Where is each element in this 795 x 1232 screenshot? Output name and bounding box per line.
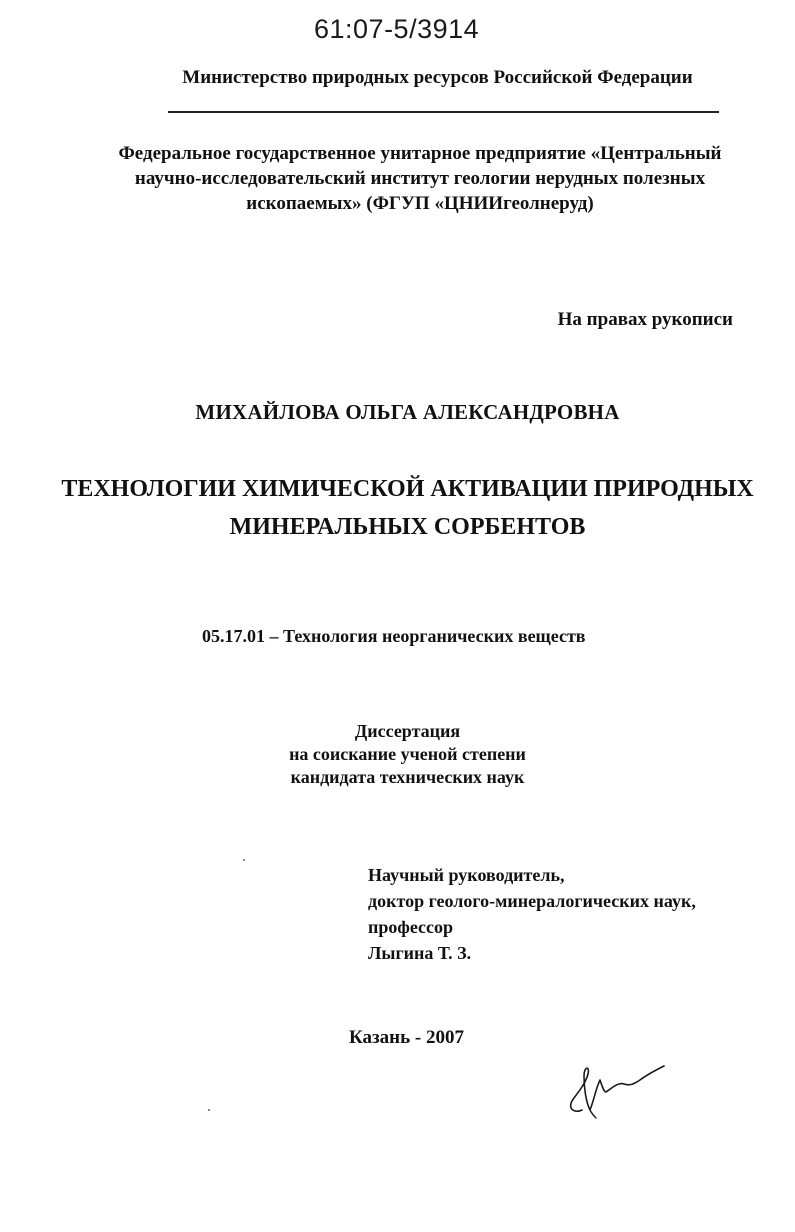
advisor-line-1: Научный руководитель, — [368, 865, 565, 885]
degree-line-1: Диссертация — [354, 721, 461, 741]
thesis-title — [0, 470, 795, 546]
specialty-code: 05.17.01 – Технология неорганических веществ — [202, 626, 586, 646]
ministry-heading: Министерство природных ресурсов Российской Федерации — [182, 67, 693, 88]
catalog-number: 61:07-5/3914 — [314, 14, 480, 44]
organization-line-2: научно-исследовательский институт геологии нерудных полезных — [134, 168, 706, 189]
degree-block — [0, 720, 795, 789]
degree-line-2: на соискание ученой степени — [289, 744, 526, 764]
organization-block — [90, 141, 750, 216]
degree-line-3: кандидата технических наук — [290, 767, 525, 787]
organization-line-3: ископаемых» (ФГУП «ЦНИИгеолнеруд) — [246, 193, 594, 214]
advisor-line-4: Лыгина Т. З. — [368, 943, 472, 963]
manuscript-note: На правах рукописи — [557, 309, 733, 330]
place-year: Казань - 2007 — [349, 1027, 464, 1048]
author-name: МИХАЙЛОВА ОЛЬГА АЛЕКСАНДРОВНА — [195, 400, 620, 424]
scan-speck — [208, 1109, 210, 1111]
advisor-line-2: доктор геолого-минералогических наук, — [368, 891, 696, 911]
handwritten-signature — [560, 1052, 670, 1122]
advisor-line-3: профессор — [368, 917, 454, 937]
advisor-block — [368, 862, 696, 966]
scan-speck — [243, 859, 245, 861]
thesis-title-line-1: ТЕХНОЛОГИИ ХИМИЧЕСКОЙ АКТИВАЦИИ ПРИРОДНЫХ — [61, 476, 754, 502]
header-divider — [168, 111, 719, 113]
organization-line-1: Федеральное государственное унитарное предприятие «Центральный — [118, 143, 722, 164]
thesis-title-line-2: МИНЕРАЛЬНЫХ СОРБЕНТОВ — [229, 514, 586, 540]
